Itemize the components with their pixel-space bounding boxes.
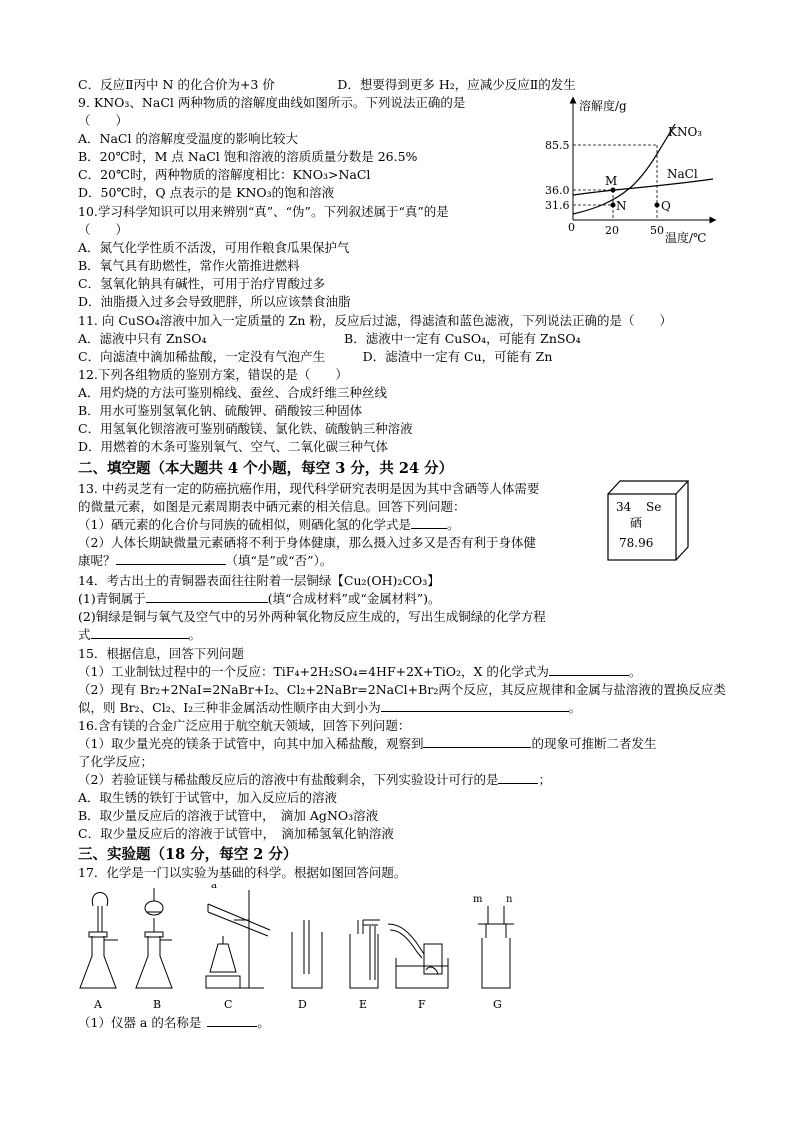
answer-blank[interactable]	[146, 590, 268, 603]
atomic-number: 34	[616, 500, 632, 514]
solubility-graph	[535, 96, 725, 246]
q14-part-2-cont	[78, 626, 201, 644]
q15-part-1	[78, 663, 641, 681]
q11-options-cd: C．向滤渣中滴加稀盐酸，一定没有气泡产生 D．滤渣中一定有 Cu，可能有 Zn	[78, 349, 553, 364]
punct: 。	[257, 1015, 270, 1030]
q13-hint: （填“是”或“否”）。	[225, 553, 333, 568]
element-symbol: Se	[646, 500, 662, 514]
atomic-mass: 78.96	[619, 536, 654, 550]
q13-part-2-cont-text: 康呢？	[78, 553, 116, 568]
answer-blank[interactable]	[381, 699, 569, 712]
point-q	[655, 203, 660, 208]
q13-stem-1: 13. 中药灵芝有一定的防癌抗癌作用，现代科学研究表明是因为其中含硒等人体需要	[78, 481, 540, 496]
punct: 。	[568, 700, 582, 715]
point-n	[611, 203, 616, 208]
nacl-label: NaCl	[667, 167, 698, 181]
q12-option-a: A．用灼烧的方法可鉴别棉线、蚕丝、合成纤维三种丝线	[78, 385, 388, 400]
y-tick-85-5: 85.5	[545, 139, 570, 152]
q16-option-b: B．取少量反应后的溶液于试管中， 滴加 AgNO₃溶液	[78, 808, 379, 823]
q10-option-a: A．氮气化学性质不活泼，可用作粮食瓜果保护气	[78, 240, 350, 255]
q11-stem: 11. 向 CuSO₄溶液中加入一定质量的 Zn 粉，反应后过滤，得滤渣和蓝色滤液，下列说法正确的是（ ）	[78, 313, 672, 328]
nacl-curve	[573, 179, 713, 195]
q16-part-1-tail: 的现象可推断二者发生	[531, 736, 657, 751]
x-axis-label: 温度/℃	[665, 231, 707, 245]
q10-option-b: B．氧气具有助燃性，常作火箭推进燃料	[78, 258, 300, 273]
q14-part-2-cont-text: 式	[78, 627, 91, 642]
element-name: 硒	[630, 516, 643, 530]
x-tick-50: 50	[650, 224, 664, 237]
q10-option-d: D．油脂摄入过多会导致肥胖，所以应该禁食油脂	[78, 294, 351, 309]
point-m-label: M	[605, 174, 618, 188]
answer-blank[interactable]	[116, 552, 226, 565]
point-m	[611, 188, 616, 193]
q13-part-1	[78, 516, 459, 534]
label-d: D	[298, 998, 307, 1011]
q15-part-1-text: （1）工业制钛过程中的一个反应：TiF₄+2H₂SO₄=4HF+2X+TiO₂，X 的化学式为	[78, 664, 549, 679]
label-a: A	[94, 998, 102, 1011]
answer-blank[interactable]	[549, 663, 629, 676]
q17-part-1	[78, 1014, 270, 1032]
q9-bracket: （ ）	[78, 113, 129, 128]
y-tick-36-0: 36.0	[545, 184, 570, 197]
q16-part-1	[78, 735, 656, 753]
apparatus-e	[350, 920, 380, 988]
q12-stem: 12.下列各组物质的鉴别方案，错误的是（ ）	[78, 367, 348, 382]
y-tick-31-6: 31.6	[545, 199, 570, 212]
label-c: C	[224, 998, 233, 1011]
q9-option-a: A．NaCl 的溶解度受温度的影响比较大	[78, 131, 298, 146]
y-axis-label: 溶解度/g	[579, 99, 627, 113]
q13-part-1-text: （1）硒元素的化合价与同族的硫相似，则硒化氢的化学式是	[78, 517, 411, 532]
kno3-label: KNO₃	[668, 125, 703, 139]
lab-apparatus-diagram	[74, 884, 534, 1014]
answer-blank[interactable]	[411, 516, 447, 529]
label-b: B	[153, 998, 162, 1011]
answer-blank[interactable]	[498, 771, 538, 784]
q14-hint: (填“合成材料”或“金属材料”)。	[267, 591, 441, 606]
section-2-heading: 二、填空题（本大题共 4 个小题，每空 3 分，共 24 分）	[78, 460, 454, 477]
punct: 。	[446, 517, 460, 532]
label-f: F	[418, 998, 426, 1011]
q14-part-2: (2)铜绿是铜与氧气及空气中的另外两种氧化物反应生成的，写出生成铜绿的化学方程	[78, 609, 546, 624]
q9-stem: 9. KNO₃、NaCl 两种物质的溶解度曲线如图所示。下列说法正确的是	[78, 95, 466, 110]
q16-part-2	[78, 771, 551, 789]
q16-option-a: A．取生锈的铁钉于试管中，加入反应后的溶液	[78, 790, 338, 805]
point-n-label: N	[616, 199, 627, 213]
q13-part-2: （2）人体长期缺微量元素硒将不利于身体健康，那么摄入过多又是否有利于身体健	[78, 535, 536, 550]
x-tick-0: 0	[568, 221, 575, 234]
q9-option-c: C．20℃时，两种物质的溶解度相比：KNO₃>NaCl	[78, 167, 371, 182]
label-g: G	[493, 998, 502, 1011]
q14-stem: 14．考古出土的青铜器表面往往附着一层铜绿【Cu₂(OH)₂CO₃】	[78, 573, 440, 588]
section-3-heading: 三、实验题（18 分，每空 2 分）	[78, 846, 298, 863]
q12-option-d: D．用燃着的木条可鉴别氧气、空气、二氧化碳三种气体	[78, 439, 389, 454]
q15-stem: 15．根据信息，回答下列问题	[78, 646, 244, 661]
q16-option-c: C．取少量反应后的溶液于试管中， 滴加稀氢氧化钠溶液	[78, 826, 394, 841]
q10-bracket: （ ）	[78, 222, 129, 237]
selenium-element-tile	[600, 478, 690, 562]
q13-part-2-cont	[78, 552, 332, 570]
apparatus-f	[388, 924, 448, 988]
q17-stem: 17．化学是一门以实验为基础的科学。根据如图回答问题。	[78, 865, 407, 880]
label-e: E	[359, 998, 368, 1011]
q12-option-b: B．用水可鉴别氢氧化钠、硫酸钾、硝酸铵三种固体	[78, 403, 363, 418]
punct: 。	[628, 664, 642, 679]
q10-option-c: C．氢氧化钠具有碱性，可用于治疗胃酸过多	[78, 276, 326, 291]
answer-blank[interactable]	[423, 735, 531, 748]
apparatus-d	[292, 920, 322, 988]
punct: ；	[538, 772, 551, 787]
label-n: n	[506, 894, 513, 905]
apparatus-b	[136, 888, 172, 988]
label-tube-a: a	[211, 884, 217, 891]
q11-options-ab: A．滤液中只有 ZnSO₄ B．滤液中一定有 CuSO₄，可能有 ZnSO₄	[78, 331, 581, 346]
q8-options-cd: C．反应Ⅱ丙中 N 的化合价为+3 价 D．想要得到更多 H₂，应减少反应Ⅱ的发生	[78, 77, 576, 92]
x-tick-20: 20	[605, 224, 619, 237]
q16-stem: 16.含有镁的合金广泛应用于航空航天领域，回答下列问题：	[78, 718, 411, 733]
q14-part-1	[78, 590, 441, 608]
answer-blank[interactable]	[207, 1014, 257, 1027]
q13-stem-2: 的微量元素，如图是元素周期表中硒元素的相关信息。回答下列问题：	[78, 499, 466, 514]
q15-part-2: （2）现有 Br₂+2NaI=2NaBr+I₂、Cl₂+2NaBr=2NaCl+Br₂两个反应，其反应规律和金属与盐溶液的置换反应类	[78, 682, 726, 697]
q17-part-1-text: （1）仪器 a 的名称是	[78, 1015, 202, 1030]
label-m: m	[473, 894, 483, 905]
q14-part-1-text: (1)青铜属于	[78, 591, 146, 606]
q15-part-2-cont	[78, 699, 581, 717]
q12-option-c: C．用氢氧化钡溶液可鉴别硝酸镁、氯化铁、硫酸钠三种溶液	[78, 421, 413, 436]
q9-option-d: D．50℃时，Q 点表示的是 KNO₃的饱和溶液	[78, 185, 335, 200]
apparatus-c	[206, 890, 270, 988]
apparatus-a	[80, 893, 118, 989]
q16-part-1-cont: 了化学反应；	[78, 754, 154, 769]
answer-blank[interactable]	[91, 626, 189, 639]
q16-part-2-text: （2）若验证镁与稀盐酸反应后的溶液中有盐酸剩余，下列实验设计可行的是	[78, 772, 499, 787]
punct: 。	[188, 627, 202, 642]
q9-option-b: B．20℃时，M 点 NaCl 饱和溶液的溶质质量分数是 26.5%	[78, 149, 418, 164]
q10-stem: 10.学习科学知识可以用来辨别“真”、“伪”。下列叙述属于“真”的是	[78, 204, 449, 219]
q16-part-1-text: （1）取少量光亮的镁条于试管中，向其中加入稀盐酸，观察到	[78, 736, 424, 751]
point-q-label: Q	[661, 199, 671, 213]
apparatus-g	[478, 906, 514, 988]
q15-part-2-cont-text: 似，则 Br₂、Cl₂、I₂三种非金属活动性顺序由大到小为	[78, 700, 381, 715]
